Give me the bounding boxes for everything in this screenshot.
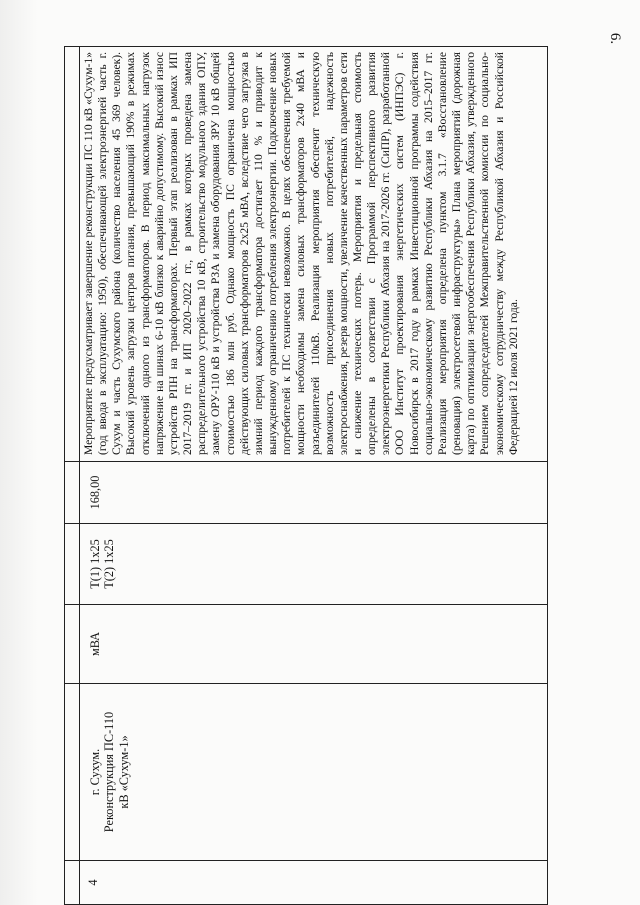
row-unit: мВА <box>88 631 102 657</box>
header-cell-number <box>65 861 80 905</box>
row-quantity-cell <box>80 524 548 605</box>
row-amount-cell <box>80 462 548 524</box>
page-number: 6. <box>606 32 623 45</box>
header-cell-unit <box>65 605 80 684</box>
row-quantity <box>80 524 117 604</box>
project-table <box>64 46 548 905</box>
header-cell-description <box>65 47 80 462</box>
row-quantity-line: Т(1) 1х25 <box>88 539 102 589</box>
row-description-text: Мероприятие предусматривает завершение реконструкции ПС 110 кВ «Сухум-1» (год ввода в эксплуатацию: 1950), обеспечивающей электроэнергией часть г. Сухум и часть Сухумского района (количество населения 45 369 человек). Высокий уровень загрузки центров питания, превышающий 190% в режимах отключений одного из трансформаторов. В период максимальных нагрузок напряжение на шинах 6-10 кВ близко к аварийно допустимому. Высокий износ устройств РПН на трансформаторах. Первый этап реализован в рамках ИП 2017–2019 гг. и ИП 2020–2022 гг., в рамках которых проведена замена распределительного устройства 10 кВ, строительство модульного здания ОПУ, замену ОРУ-110 кВ и устройства РЗА и замена оборудования ЗРУ 10 кВ общей стоимостью 186 млн руб. Однако мощность ПС ограничена мощностью действующих силовых трансформаторов 2х25 мВА, вследствие чего загрузка в зимний период каждого трансформатора достигает 110 % и приводит к вынужденному ограничению потребления электроэнергии. Подключение новых потребителей к ПС технически невозможно. В целях обеспечения требуемой мощности необходимы замена силовых трансформаторов 2х40 мВА и разъединителей 110кВ. Реализация мероприятия обеспечит техническую возможность присоединения новых потребителей, надежность электроснабжения, резерв мощности, увеличение качественных параметров сети и снижение технических потерь. Мероприятия и предельная стоимость определены в соответствии с Программой перспективного развития электроэнергетики Республики Абхазия на 2017-2026 гг. (СиПР), разработанной ООО Институт проектирования энергетических систем (ИНПЭС) г. Новосибирск в 2017 году в рамках Инвестиционной программы содействия социально-экономическому развитию Республики Абхазия на 2015–2017 гг. Реализация мероприятия определена пунктом 3.1.7 «Восстановление (реновация) электросетевой инфраструктуры» Плана мероприятий (дорожная карта) по оптимизации энергообеспечения Республики Абхазия, утвержденного Решением сопредседателей Межправительственной комиссии по социально-экономическому сотрудничеству между Республикой Абхазия и Российской Федерацией 12 июля 2021 года. <box>82 52 520 455</box>
row-name-line: кВ «Сухум-1» <box>116 735 131 809</box>
header-cell-name <box>65 684 80 861</box>
row-name-line: Реконструкция ПС-110 <box>102 711 117 833</box>
row-quantity-line: Т(2) 1х25 <box>102 539 117 589</box>
row-name <box>80 684 131 860</box>
row-number: 4 <box>86 879 100 886</box>
header-cell-amount <box>65 462 80 524</box>
row-description <box>80 47 521 461</box>
rotated-table-wrapper <box>64 47 549 905</box>
table-row <box>80 47 548 905</box>
row-description-cell <box>80 47 548 462</box>
row-unit-cell <box>80 605 548 684</box>
row-amount: 168,00 <box>88 475 102 510</box>
table-header-strip <box>65 47 80 905</box>
row-name-line: г. Сухум. <box>88 748 102 796</box>
landscape-table-frame <box>64 47 548 905</box>
row-name-cell <box>80 684 548 861</box>
scan-edge-shadow <box>0 0 38 905</box>
header-cell-quantity <box>65 524 80 605</box>
row-number-cell <box>80 861 548 905</box>
